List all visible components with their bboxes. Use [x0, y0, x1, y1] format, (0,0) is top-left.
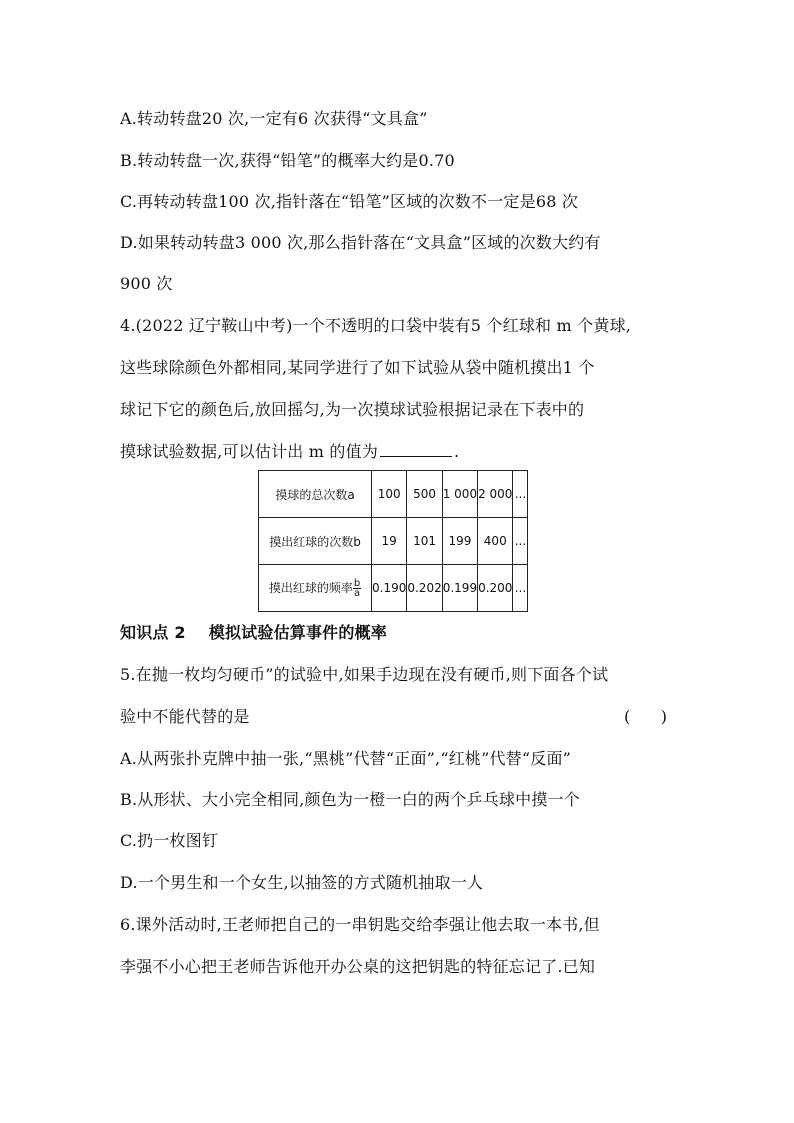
- table-cell: 19: [372, 518, 407, 565]
- q4-line4-text: 摸球试验数据,可以估计出 m 的值为: [120, 442, 379, 461]
- q6-line2: 李强不小心把王老师告诉他开办公桌的这把钥匙的特征忘记了.已知: [120, 957, 596, 976]
- answer-parentheses[interactable]: ( ): [624, 707, 667, 726]
- table-cell: 0.200: [478, 565, 513, 612]
- table-cell: 0.199: [442, 565, 477, 612]
- q3-option-b: B.转动转盘一次,获得“铅笔”的概率大约是0.70: [120, 151, 455, 170]
- q3-option-d-line2: 900 次: [120, 274, 173, 293]
- q3-option-c: C.再转动转盘100 次,指针落在“铅笔”区域的次数不一定是68 次: [120, 192, 579, 211]
- fraction-b-over-a: [353, 579, 361, 598]
- answer-blank[interactable]: [380, 442, 452, 457]
- q5-line1: 5.在抛一枚均匀硬币”的试验中,如果手边现在没有硬币,则下面各个试: [120, 665, 609, 684]
- q3-option-d-line1: D.如果转动转盘3 000 次,那么指针落在“文具盒”区域的次数大约有: [120, 233, 601, 252]
- q6-line1: 6.课外活动时,王老师把自己的一串钥匙交给李强让他去取一本书,但: [120, 915, 600, 934]
- table-cell: 100: [372, 471, 407, 518]
- table-cell: 500: [407, 471, 442, 518]
- frequency-label: 摸出红球的频率: [268, 580, 353, 595]
- q5-option-d: D.一个男生和一个女生,以抽签的方式随机抽取一人: [120, 873, 484, 892]
- q4-line3: 球记下它的颜色后,放回摇匀,为一次摸球试验根据记录在下表中的: [120, 400, 585, 419]
- table-header-cell: 摸球的总次数a: [259, 471, 372, 518]
- q3-option-a: A.转动转盘20 次,一定有6 次获得“文具盒”: [120, 109, 428, 128]
- fraction-denominator: a: [353, 587, 361, 599]
- table-cell: 0.190: [372, 565, 407, 612]
- table-cell: 1 000: [442, 471, 477, 518]
- table-cell: ...: [513, 471, 528, 518]
- table-cell: 400: [478, 518, 513, 565]
- table-row: [259, 518, 528, 565]
- q5-option-c: C.扔一枚图钉: [120, 831, 219, 850]
- section-heading: 知识点 2 模拟试验估算事件的概率: [120, 623, 387, 642]
- q4-line4-end: .: [454, 442, 460, 461]
- table-cell: 199: [442, 518, 477, 565]
- table-row: [259, 565, 528, 612]
- table-cell: ...: [513, 518, 528, 565]
- table-cell: 101: [407, 518, 442, 565]
- q5-option-b: B.从形状、大小完全相同,颜色为一橙一白的两个乒乓球中摸一个: [120, 790, 580, 809]
- table-cell: ...: [513, 565, 528, 612]
- frequency-table: [258, 470, 528, 612]
- fraction-numerator: b: [353, 577, 361, 589]
- q4-line4: [120, 441, 459, 463]
- table-cell: 0.202: [407, 565, 442, 612]
- q4-line2: 这些球除颜色外都相同,某同学进行了如下试验从袋中随机摸出1 个: [120, 358, 595, 377]
- q5-line2: 验中不能代替的是: [120, 707, 250, 726]
- table-header-cell: [259, 565, 372, 612]
- table-cell: 2 000: [478, 471, 513, 518]
- table-header-cell: 摸出红球的次数b: [259, 518, 372, 565]
- q4-line1: 4.(2022 辽宁鞍山中考)一个不透明的口袋中装有5 个红球和 m 个黄球,: [120, 316, 632, 335]
- table-row: [259, 471, 528, 518]
- q5-option-a: A.从两张扑克牌中抽一张,“黑桃”代替“正面”,“红桃”代替“反面”: [120, 749, 572, 768]
